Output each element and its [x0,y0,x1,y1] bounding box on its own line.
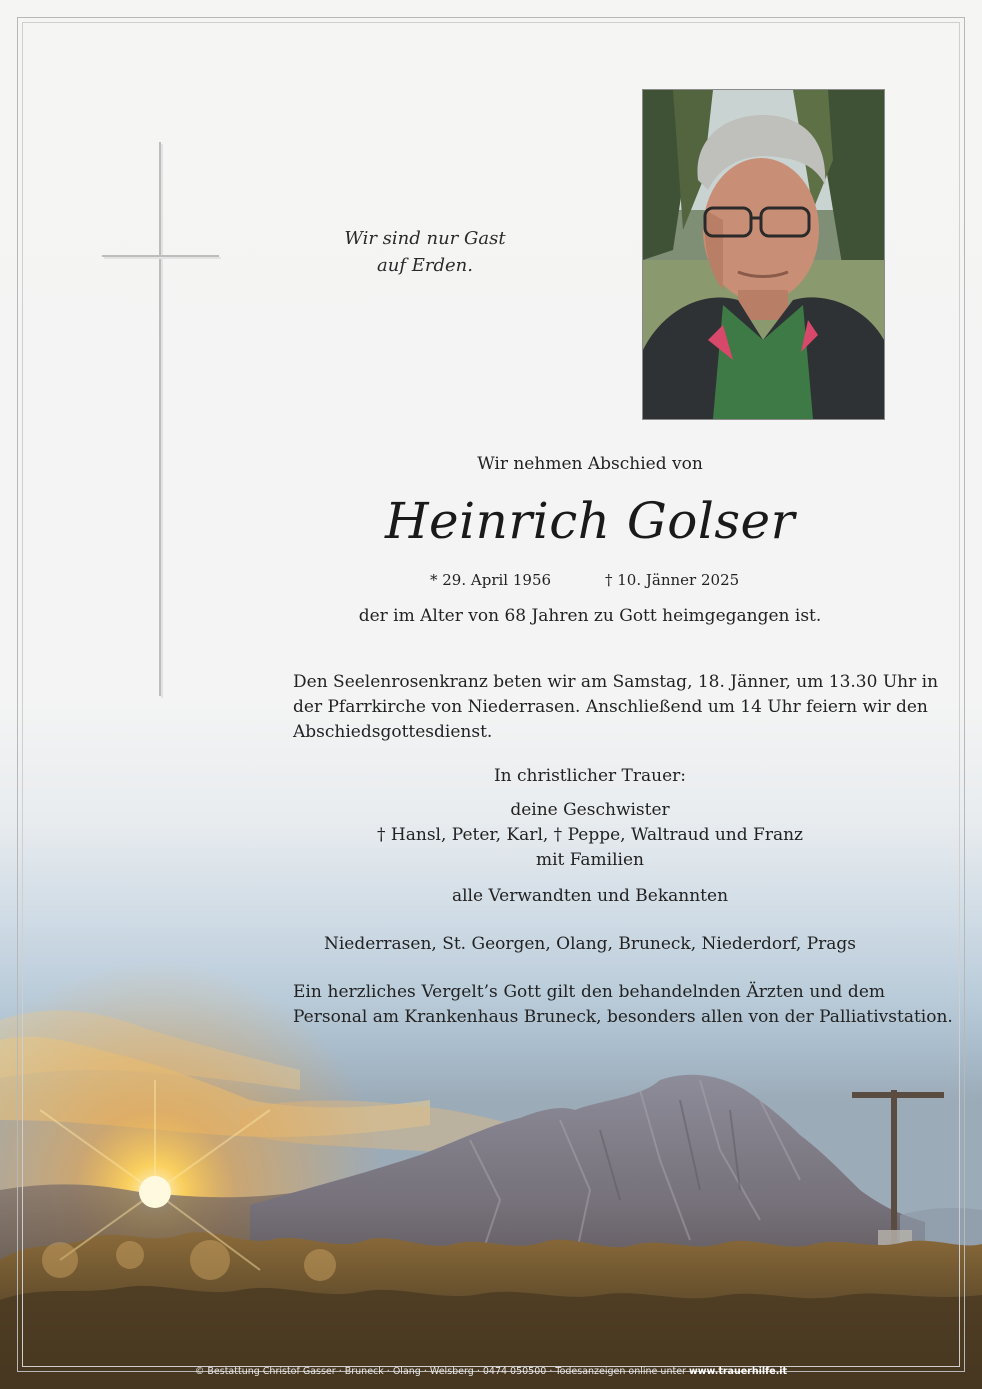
siblings-title: deine Geschwister [510,800,670,820]
siblings-group [300,798,880,873]
siblings-suffix: mit Familien [535,850,644,870]
rosary-announcement [293,670,939,745]
thanks-line-1: Ein herzliches Vergelt’s Gott gilt den behandelnden Ärzten und dem [293,982,885,1002]
relatives-text: alle Verwandten und Bekannten [451,886,729,906]
cross-vertical-bar [159,142,161,696]
birth-date: * 29. April 1956 [430,571,552,589]
rosary-line-3: Abschiedsgottesdienst. [293,722,493,742]
cross-horizontal-bar [102,255,219,257]
death-date: † 10. Jänner 2025 [605,571,740,589]
footer-credits [0,1366,982,1377]
age-statement: der im Alter von 68 Jahren zu Gott heimgegangen ist. [358,606,822,626]
mourners-section [300,764,880,789]
mourners-heading: In christlicher Trauer: [493,766,687,786]
quote [310,225,540,279]
footer-website-link[interactable]: www.trauerhilfe.it [688,1366,788,1377]
footer-text: © Bestattung Christof Gasser · Bruneck · Olang · Welsberg · 0474 050500 · Todesanzeigen online unter [194,1366,686,1377]
thanks-section [293,980,953,1030]
deceased-name: Heinrich Golser [384,492,796,550]
portrait-photo [642,89,885,420]
rosary-line-2: der Pfarrkirche von Niederrasen. Anschließend um 14 Uhr feiern wir den [293,697,928,717]
quote-line-2: auf Erden. [377,255,473,276]
rosary-line-1: Den Seelenrosenkranz beten wir am Samstag, 18. Jänner, um 13.30 Uhr in [293,672,939,692]
thanks-line-2: Personal am Krankenhaus Bruneck, besonders allen von der Palliativstation. [293,1007,953,1027]
places-text: Niederrasen, St. Georgen, Olang, Bruneck, Niederdorf, Prags [323,934,857,954]
farewell-intro: Wir nehmen Abschied von [477,454,703,474]
places-line [300,932,880,957]
cross-ornament [102,142,222,698]
relatives-line [300,884,880,909]
siblings-names: † Hansl, Peter, Karl, † Peppe, Waltraud und Franz [377,825,803,845]
quote-line-1: Wir sind nur Gast [344,228,506,249]
